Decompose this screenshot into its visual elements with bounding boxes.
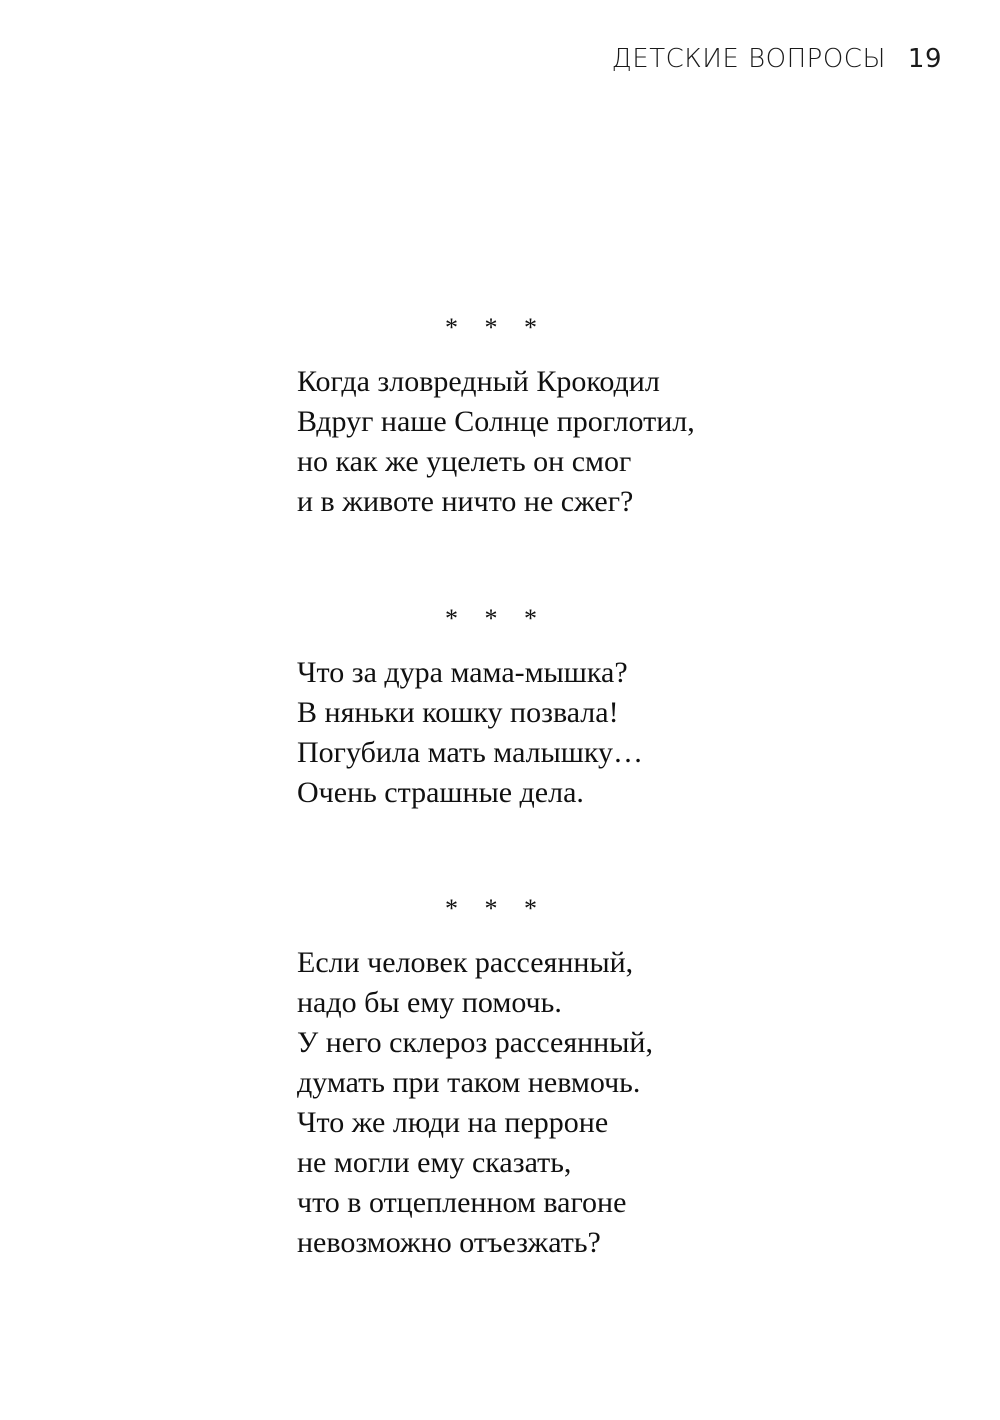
poem-line: что в отцепленном вагоне [297, 1186, 627, 1219]
page-number: 19 [907, 44, 942, 74]
poem-line: невозможно отъезжать? [297, 1226, 601, 1259]
poem-line: В няньки кошку позвала! [297, 696, 619, 729]
poem-1 [297, 313, 695, 522]
poem-line: Очень страшные дела. [297, 776, 584, 809]
poem-line: У него склероз рассеянный, [297, 1026, 653, 1059]
running-head [612, 44, 942, 74]
section-divider: * * * [445, 313, 547, 342]
poem-line: не могли ему сказать, [297, 1146, 572, 1179]
poem-line: Вдруг наше Солнце проглотил, [297, 405, 695, 438]
running-head-title: ДЕТСКИЕ ВОПРОСЫ [611, 44, 886, 74]
poem-line: Когда зловредный Крокодил [297, 365, 660, 398]
poem-line: и в животе ничто не сжег? [297, 485, 634, 518]
poem-line: надо бы ему помочь. [297, 986, 562, 1019]
poem-3 [297, 894, 653, 1263]
poem-2 [297, 604, 644, 813]
poem-line: Если человек рассеянный, [297, 946, 634, 979]
poem-line: Погубила мать малышку… [297, 736, 644, 769]
poem-line: Что за дура мама-мышка? [297, 656, 628, 689]
section-divider: * * * [445, 604, 547, 633]
poem-line: Что же люди на перроне [297, 1106, 609, 1139]
section-divider: * * * [445, 894, 547, 923]
poem-line: но как же уцелеть он смог [297, 445, 632, 478]
poem-line: думать при таком невмочь. [297, 1066, 641, 1099]
